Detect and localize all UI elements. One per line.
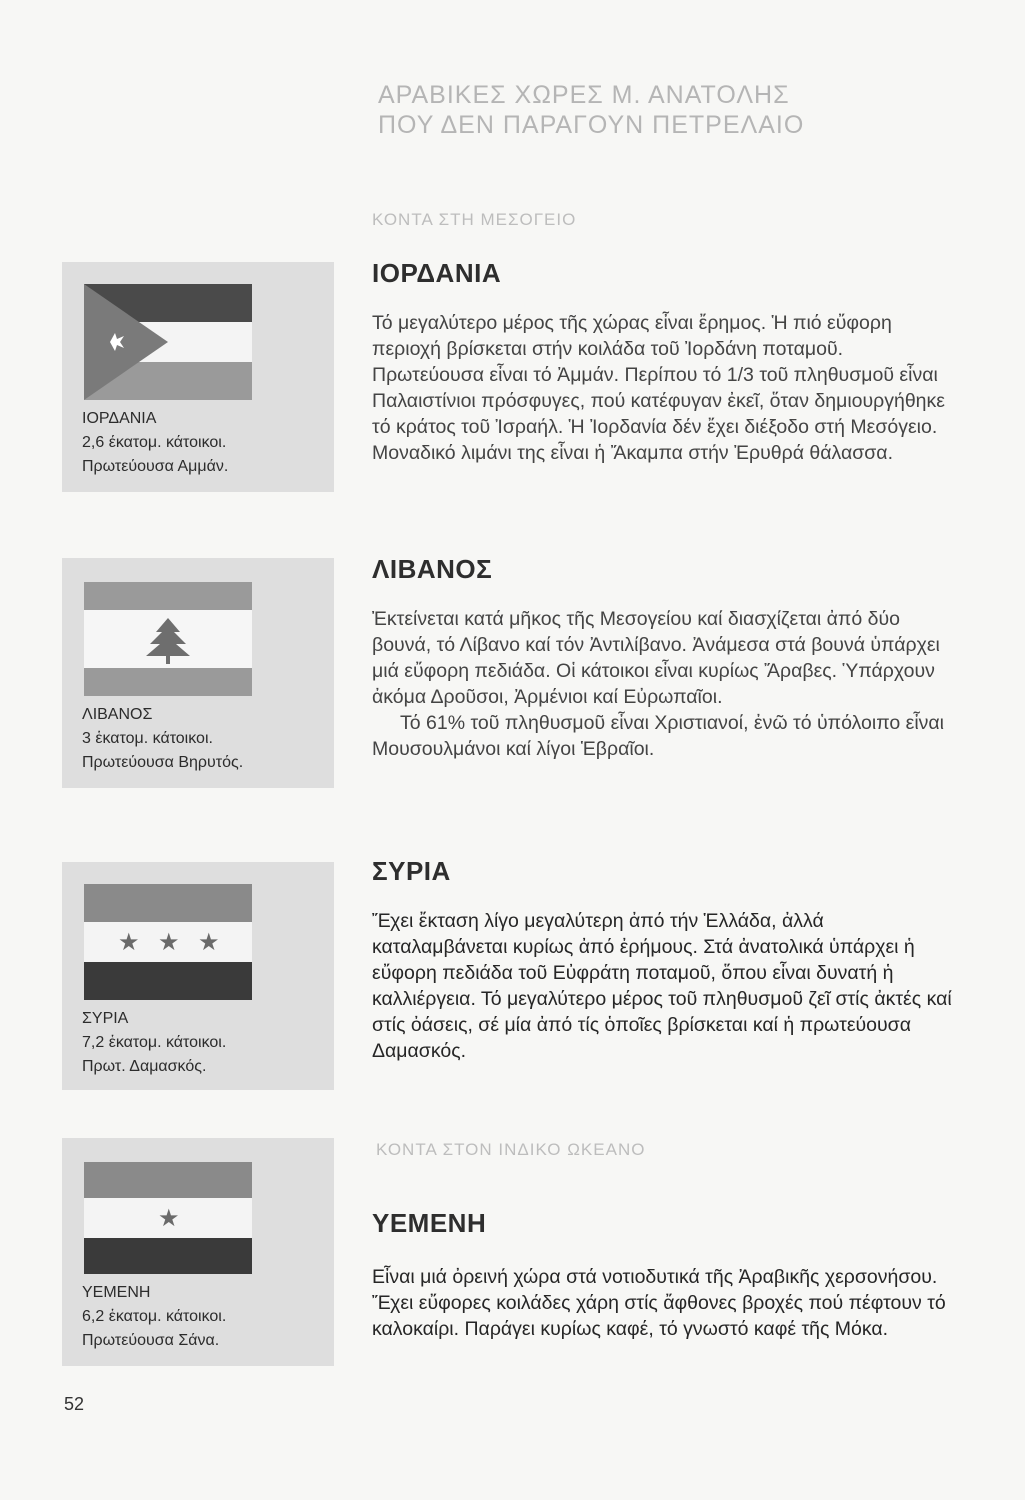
svg-text:★: ★ [158,928,180,956]
lebanon-card [62,558,334,788]
yemen-paragraph: Εἶναι μιά ὀρεινή χώρα στά νοτιοδυτικά τῆς Ἀραβικῆς χερσονήσου. Ἔχει εὔφορες κοιλάδες χάρη στίς ἄφθονες βροχές πού πέφτουν τό καλοκαίρι. Παράγει κυρίως καφέ, τό γνωστό καφέ τῆς Μόκα. [372,1266,946,1340]
chapter-title-line1: ΑΡΑΒΙΚΕΣ ΧΩΡΕΣ Μ. ΑΝΑΤΟΛΗΣ [378,81,790,109]
lebanon-flag [84,582,252,696]
syria-caption-name: ΣΥΡΙΑ [82,1010,129,1027]
jordan-flag [84,284,252,400]
chapter-title-line2: ΠΟΥ ΔΕΝ ΠΑΡΑΓΟΥΝ ΠΕΤΡΕΛΑΙΟ [378,111,805,139]
jordan-paragraph: Τό μεγαλύτερο μέρος τῆς χώρας εἶναι ἔρημος. Ἡ πιό εὔφορη περιοχή βρίσκεται στήν κοιλάδα τοῦ Ἰορδάνη ποταμοῦ. Πρωτεύουσα εἶναι τό Ἀμμάν. Περίπου τό 1/3 τοῦ πληθυσμοῦ εἶναι Παλαιστίνιοι πρόσφυγες, πού κατέφυγαν ἐκεῖ, ὅταν δημιουργήθηκε τό κράτος τοῦ Ἰσραήλ. Ἡ Ἰορδανία δέν ἔχει διέξοδο στή Μεσόγειο. Μοναδικό λιμάνι της εἶναι ἡ Ἄκαμπα στήν Ἐρυθρά θάλασσα. [372,312,945,464]
jordan-card [62,262,334,492]
jordan-caption-population: 2,6 έκατομ. κάτοικοι. [82,434,227,451]
yemen-caption-name: ΥΕΜΕΝΗ [82,1284,151,1301]
lebanon-caption-name: ΛΙΒΑΝΟΣ [82,706,153,723]
yemen-caption-population: 6,2 ἑκατομ. κάτοικοι. [82,1308,227,1325]
lebanon-text [372,606,952,762]
syria-text [372,908,952,1064]
yemen-card [62,1138,334,1366]
page-number: 52 [64,1394,85,1414]
yemen-flag [84,1162,252,1274]
jordan-text [372,310,952,466]
syria-paragraph: Ἔχει ἔκταση λίγο μεγαλύτερη ἀπό τήν Ἑλλάδα, ἀλλά καταλαμβάνεται κυρίως ἀπό ἐρήμους. Στά ἀνατολικά ὑπάρχει ἡ εὔφορη πεδιάδα τοῦ Εὐφράτη ποταμοῦ, ὅπου εἶναι δυνατή ἡ καλλιέργεια. Τό μεγαλύτερο μέρος τοῦ πληθυσμοῦ ζεῖ στίς ἀκτές καί στίς ὀάσεις, σέ μία ἀπό τίς ὁποῖες βρίσκεται καί ἡ πρωτεύουσα Δαμασκός. [372,910,952,1062]
syria-caption-population: 7,2 ἑκατομ. κάτοικοι. [82,1034,227,1051]
syria-flag [84,884,252,1000]
lebanon-caption-population: 3 ἑκατομ. κάτοικοι. [82,730,213,747]
jordan-caption-capital: Πρωτεύουσα Αμμάν. [82,458,229,475]
yemen-caption-capital: Πρωτεύουσα Σάνα. [82,1332,220,1349]
lebanon-paragraph-2: Τό 61% τοῦ πληθυσμοῦ εἶναι Χριστιανοί, ἐνῶ τό ὑπόλοιπο εἶναι Μουσουλμάνοι καί λίγοι Ἑβραῖοι. [372,712,945,760]
yemen-title: ΥΕΜΕΝΗ [372,1208,487,1238]
lebanon-paragraph-1: Ἐκτείνεται κατά μῆκος τῆς Μεσογείου καί διασχίζεται ἀπό δύο βουνά, τό Λίβανο καί τόν Ἀντιλίβανο. Ἀνάμεσα στά βουνά ὑπάρχει μιά εὔφορη πεδιάδα. Οἱ κάτοικοι εἶναι κυρίως Ἄραβες. Ὑπάρχουν ἀκόμα Δροῦσοι, Ἀρμένιοι καί Εὐρωπαῖοι. [372,608,940,708]
svg-text:★: ★ [158,1204,180,1232]
chapter-header [378,80,938,140]
syria-title: ΣΥΡΙΑ [372,856,451,886]
svg-text:★: ★ [118,928,140,956]
lebanon-caption-capital: Πρωτεύουσα Βηρυτός. [82,754,244,771]
section-label-mediterranean: ΚΟΝΤΑ ΣΤΗ ΜΕΣΟΓΕΙΟ [372,210,577,229]
svg-text:★: ★ [198,928,220,956]
syria-caption-capital: Πρωτ. Δαμασκός. [82,1058,207,1075]
jordan-title: ΙΟΡΔΑΝΙΑ [372,258,502,288]
section-label-indian-ocean: ΚΟΝΤΑ ΣΤΟΝ ΙΝΔΙΚΟ ΩΚΕΑΝΟ [376,1140,646,1159]
lebanon-title: ΛΙΒΑΝΟΣ [372,554,493,584]
yemen-text [372,1264,952,1342]
syria-card [62,862,334,1090]
jordan-caption-name: ΙΟΡΔΑΝΙΑ [82,410,157,427]
